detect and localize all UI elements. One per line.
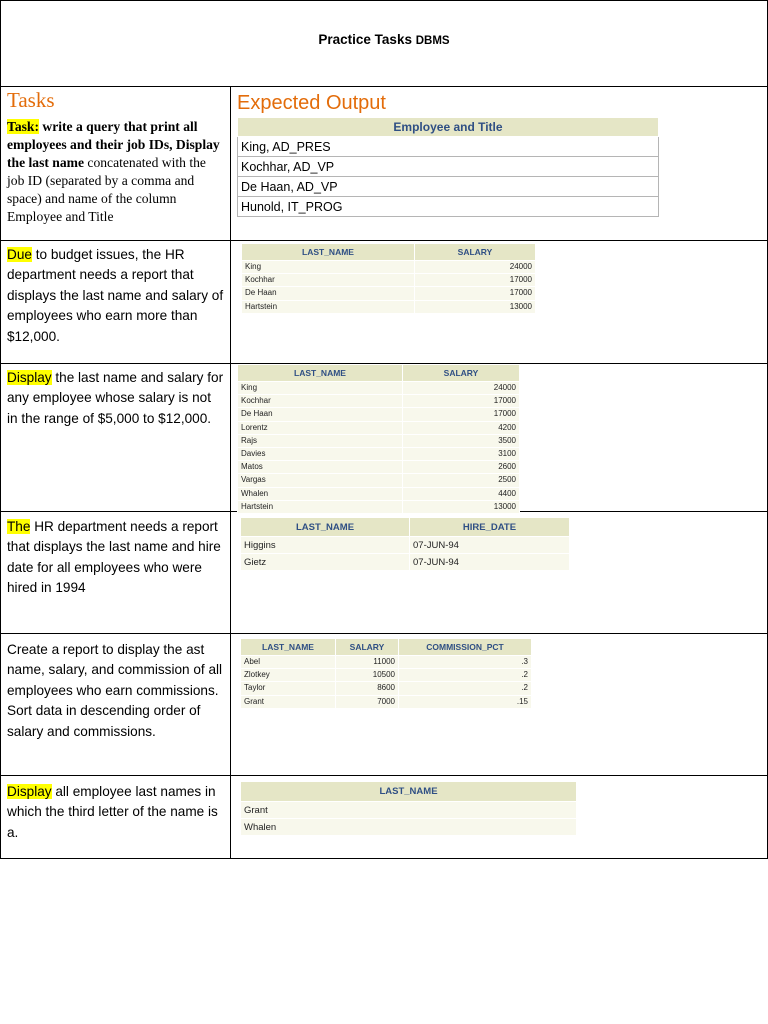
- column-header: Employee and Title: [238, 118, 659, 137]
- output-1-grid: [237, 117, 659, 217]
- output-4-grid: [240, 517, 570, 571]
- tasks-header: Tasks: [7, 88, 55, 112]
- table-row: King 24000: [242, 261, 536, 274]
- output-2-grid: [241, 243, 536, 314]
- row-divider-bottom: [0, 858, 768, 859]
- column-header: COMMISSION_PCT: [399, 639, 532, 656]
- table-row: Whalen: [241, 819, 577, 836]
- frame-left: [0, 0, 1, 859]
- table-row: Kochhar 17000: [242, 274, 536, 287]
- task-5-text: Create a report to display the ast name, salary, and commission of all employees who earn commissions. Sort data in descending order of salary and commissions.: [7, 642, 223, 739]
- column-header: LAST_NAME: [241, 639, 336, 656]
- table-row: Whalen 4400: [238, 487, 520, 500]
- row-divider-4: [0, 633, 768, 634]
- table-row: Zlotkey 10500 .2: [241, 669, 532, 682]
- table-row: Hartstein 13000: [238, 500, 520, 513]
- column-header: SALARY: [403, 365, 520, 382]
- row-divider-1: [0, 240, 768, 241]
- table-row: De Haan, AD_VP: [238, 177, 659, 197]
- row-divider-header: [0, 86, 768, 87]
- table-row: De Haan 17000: [242, 287, 536, 300]
- frame-top: [0, 0, 768, 1]
- task-3-text: Display the last name and salary for any employee whose salary is not in the range of $5,000 to $12,000.: [7, 370, 224, 426]
- table-row: Grant: [241, 802, 577, 819]
- table-row: Grant 7000 .15: [241, 695, 532, 708]
- table-row: Gietz 07-JUN-94: [241, 554, 570, 571]
- column-header: LAST_NAME: [241, 782, 577, 802]
- output-6-grid: [240, 781, 577, 836]
- table-row: Abel 11000 .3: [241, 656, 532, 669]
- column-header: SALARY: [336, 639, 399, 656]
- table-row: Kochhar 17000: [238, 395, 520, 408]
- task-6-text: Display all employee last names in which the third letter of the name is a.: [7, 784, 218, 840]
- page-title: Practice Tasks DBMS: [318, 32, 450, 47]
- table-row: Lorentz 4200: [238, 421, 520, 434]
- table-row: Rajs 3500: [238, 434, 520, 447]
- task-2-text: Due to budget issues, the HR department needs a report that displays the last name and salary of employees who earn more than $12,000.: [7, 247, 224, 344]
- table-row: Vargas 2500: [238, 474, 520, 487]
- row-divider-5: [0, 775, 768, 776]
- table-row: King 24000: [238, 382, 520, 395]
- column-divider: [230, 86, 231, 859]
- table-row: Higgins 07-JUN-94: [241, 537, 570, 554]
- expected-output-header: Expected Output: [237, 92, 386, 114]
- table-row: Matos 2600: [238, 461, 520, 474]
- column-header: SALARY: [415, 244, 536, 261]
- task-1-text: Task: write a query that print all employees and their job IDs, Display the last name concatenated with the job ID (separated by a comma and space) and name of the column Employee and Title: [7, 119, 220, 224]
- table-row: Kochhar, AD_VP: [238, 157, 659, 177]
- table-row: Davies 3100: [238, 447, 520, 460]
- output-3-grid: [237, 364, 520, 514]
- output-5-grid: [240, 638, 532, 709]
- column-header: LAST_NAME: [238, 365, 403, 382]
- column-header: LAST_NAME: [241, 518, 410, 537]
- table-row: Hunold, IT_PROG: [238, 197, 659, 217]
- task-4-text: The HR department needs a report that displays the last name and hire date for all employees who were hired in 1994: [7, 519, 221, 596]
- table-row: King, AD_PRES: [238, 137, 659, 157]
- column-header: HIRE_DATE: [410, 518, 570, 537]
- table-row: Hartstein 13000: [242, 300, 536, 313]
- table-row: Taylor 8600 .2: [241, 682, 532, 695]
- column-header: LAST_NAME: [242, 244, 415, 261]
- table-row: De Haan 17000: [238, 408, 520, 421]
